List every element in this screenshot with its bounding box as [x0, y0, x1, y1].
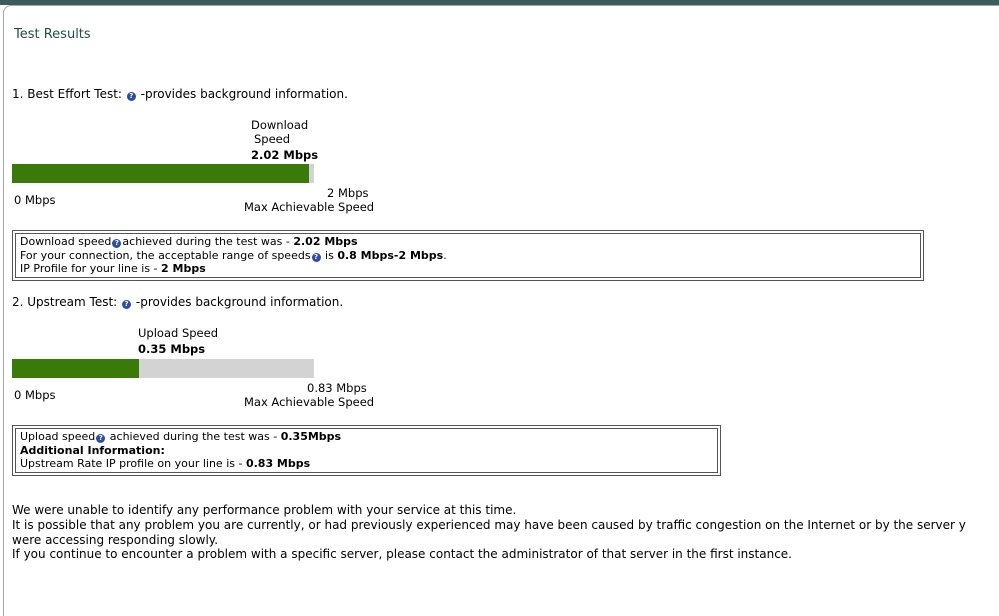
upload-info-line3: [20, 457, 713, 471]
upload-speed-label: Upload Speed: [138, 326, 219, 340]
download-speed-value: 2.02 Mbps: [251, 148, 319, 162]
download-info-prefix: Download speed: [20, 235, 112, 248]
upload-speed-bar: [12, 359, 314, 378]
help-icon[interactable]: ?: [122, 300, 131, 309]
help-icon[interactable]: ?: [96, 434, 105, 443]
upload-scale-max: 0.83 Mbps: [307, 381, 367, 395]
additional-info-heading: Additional Information:: [20, 443, 165, 457]
best-effort-heading: [12, 87, 348, 101]
download-speed-bar-fill: [12, 164, 309, 183]
help-icon[interactable]: ?: [127, 92, 136, 101]
upstream-heading: [12, 295, 343, 309]
download-speed-bar: [12, 164, 314, 183]
download-scale-max: 2 Mbps: [327, 186, 369, 200]
help-icon[interactable]: ?: [112, 239, 121, 248]
upstream-profile-prefix: Upstream Rate IP profile on your line is -: [20, 457, 246, 470]
ip-profile-prefix: IP Profile for your line is -: [20, 262, 162, 275]
summary-line2: It is possible that any problem you are currently, or had previously experienced may have been caused by traffic congestion on the Internet or by the server y: [12, 517, 966, 532]
summary-line4: If you continue to encounter a problem with a specific server, please contact the administrator of that server in the first instance.: [12, 547, 792, 562]
upload-info-mid: achieved during the test was -: [106, 430, 281, 443]
upload-speed-value: 0.35 Mbps: [138, 342, 206, 356]
download-info-line1: [20, 235, 916, 249]
page-title: Test Results: [14, 27, 91, 42]
upstream-heading-text: 2. Upstream Test:: [12, 295, 118, 309]
upstream-profile-value: 0.83 Mbps: [245, 457, 311, 470]
upload-info-content: [15, 428, 718, 473]
best-effort-heading-text: 1. Best Effort Test:: [12, 87, 122, 101]
summary-line3: were accessing responding slowly.: [12, 532, 219, 547]
range-value: 0.8 Mbps-2 Mbps: [337, 248, 444, 262]
upload-info-value: 0.35Mbps: [280, 430, 342, 443]
upload-scale-max-label: Max Achievable Speed: [244, 395, 375, 409]
summary-line1: We were unable to identify any performance problem with your service at this time.: [12, 503, 517, 517]
range-prefix: For your connection, the acceptable range of speeds: [20, 248, 311, 262]
download-info-box: [12, 230, 924, 281]
download-info-value: 2.02 Mbps: [293, 235, 358, 248]
upload-scale-min: 0 Mbps: [14, 388, 56, 402]
download-scale-min: 0 Mbps: [14, 193, 56, 207]
upload-info-line1: [20, 430, 713, 444]
upload-speed-bar-fill: [12, 359, 139, 378]
upload-info-box: [12, 425, 721, 476]
download-info-line2: [20, 249, 916, 263]
download-speed-label-line1: Download: [251, 118, 309, 132]
summary-message: [12, 503, 966, 562]
range-mid: is: [321, 248, 338, 262]
ip-profile-value: 2 Mbps: [161, 262, 206, 275]
upload-info-prefix: Upload speed: [20, 430, 96, 443]
download-info-line3: [20, 262, 916, 276]
range-suffix: .: [443, 248, 447, 262]
download-speed-label-line2: Speed: [254, 132, 291, 146]
help-icon[interactable]: ?: [312, 253, 321, 262]
download-scale-max-label: Max Achievable Speed: [244, 200, 375, 214]
upstream-heading-suffix: -provides background information.: [135, 295, 344, 309]
download-info-content: [15, 233, 921, 278]
best-effort-heading-suffix: -provides background information.: [140, 87, 348, 101]
download-info-mid: achieved during the test was -: [122, 235, 294, 248]
